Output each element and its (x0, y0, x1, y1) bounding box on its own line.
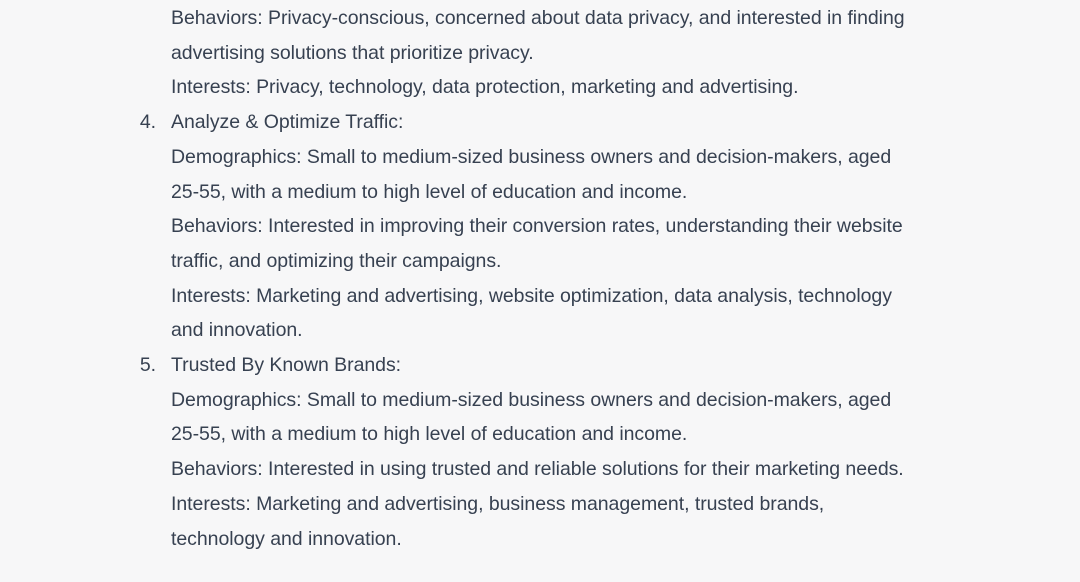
text-line: 25-55, with a medium to high level of education and income. (171, 423, 688, 446)
text-line: technology and innovation. (171, 527, 402, 550)
text-line: Analyze & Optimize Traffic: (171, 111, 404, 134)
list-item-body (171, 348, 1080, 556)
text-line: Demographics: Small to medium-sized business owners and decision-makers, aged (171, 388, 892, 411)
text-line: Behaviors: Interested in improving their conversion rates, understanding their website (171, 215, 903, 238)
text-line: Interests: Marketing and advertising, website optimization, data analysis, technology (171, 284, 892, 307)
text-line: 25-55, with a medium to high level of education and income. (171, 180, 688, 203)
assistant-message-text (0, 1, 1080, 556)
text-line: Interests: Privacy, technology, data protection, marketing and advertising. (171, 76, 799, 99)
list-item-body (171, 1, 1080, 105)
list-item-number: 5. (139, 354, 156, 377)
text-line: Behaviors: Interested in using trusted and reliable solutions for their marketing needs. (171, 458, 904, 481)
text-line: Trusted By Known Brands: (171, 354, 402, 377)
text-line: Demographics: Small to medium-sized business owners and decision-makers, aged (171, 145, 892, 168)
text-line: Behaviors: Privacy-conscious, concerned about data privacy, and interested in finding (171, 7, 905, 29)
list-item-body (171, 105, 1080, 348)
text-line: and innovation. (171, 319, 303, 342)
text-line: traffic, and optimizing their campaigns. (171, 249, 502, 272)
list-item (0, 105, 1080, 348)
numbered-list (0, 1, 1080, 556)
text-line: Interests: Marketing and advertising, business management, trusted brands, (171, 492, 825, 515)
list-item (0, 1, 1080, 105)
list-item-number: 4. (139, 111, 156, 134)
text-line: advertising solutions that prioritize privacy. (171, 41, 534, 64)
list-item (0, 348, 1080, 556)
